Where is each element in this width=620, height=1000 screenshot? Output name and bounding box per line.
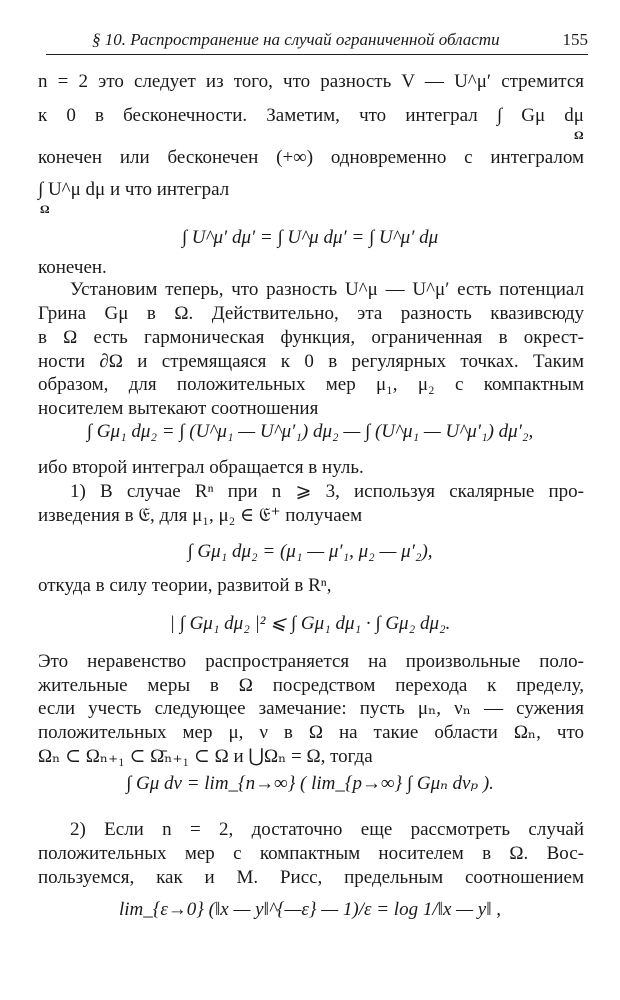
integral-subscript: Ω bbox=[40, 202, 50, 216]
text-line: ности ∂Ω и стремящаяся к 0 в регулярных точках. Таким bbox=[38, 351, 584, 372]
display-formula: lim_{ε→0} (‖x — y‖^{—ε} — 1)/ε = log 1/‖x — y‖ , bbox=[118, 899, 502, 920]
text-line: если учесть следующее замечание: пусть μₙ, νₙ — сужения bbox=[38, 698, 584, 719]
integral-subscript: Ω bbox=[574, 128, 584, 142]
text-line: пользуемся, как и М. Рисс, предельным соотношением bbox=[38, 867, 584, 888]
text-line: положительных мер μ, ν в Ω на такие области Ωₙ, что bbox=[38, 722, 584, 743]
text-line: ∫ U^μ dμ и что интеграл bbox=[38, 179, 230, 200]
text-line: Установим теперь, что разность U^μ — U^μ′ есть потенциал bbox=[70, 279, 584, 300]
text-line: Грина Gμ в Ω. Действительно, эта разность квазивсюду bbox=[38, 303, 584, 324]
header-title: § 10. Распространение на случай ограниченной области bbox=[92, 30, 500, 49]
text-line: ибо второй интеграл обращается в нуль. bbox=[38, 457, 364, 478]
text-line: откуда в силу теории, развитой в Rⁿ, bbox=[38, 575, 332, 596]
page-number: 155 bbox=[562, 30, 588, 49]
text-line: конечен. bbox=[38, 257, 107, 278]
text-line: конечен или бесконечен (+∞) одновременно с интегралом bbox=[38, 147, 584, 168]
text-line: жительные меры в Ω посредством перехода к пределу, bbox=[38, 675, 584, 696]
display-formula: ∫ Gμ dν = lim_{n→∞} ( lim_{p→∞} ∫ Gμₙ dνₚ ). bbox=[126, 773, 494, 794]
text-line: в Ω есть гармоническая функция, ограниченная в окрест- bbox=[38, 327, 584, 348]
text-line: образом, для положительных мер μ₁, μ₂ с компактным bbox=[38, 374, 584, 395]
text-line: Это неравенство распространяется на произвольные поло- bbox=[38, 651, 584, 672]
text-line: 1) В случае Rⁿ при n ⩾ 3, используя скалярные про- bbox=[70, 481, 584, 502]
running-header bbox=[46, 30, 588, 55]
text-line: носителем вытекают соотношения bbox=[38, 398, 319, 419]
text-line: Ωₙ ⊂ Ωₙ₊₁ ⊂ Ω̄ₙ₊₁ ⊂ Ω и ⋃Ωₙ = Ω, тогда bbox=[38, 746, 373, 767]
text-line: n = 2 это следует из того, что разность V — U^μ′ стремится bbox=[38, 71, 584, 92]
display-formula: ∫ Gμ₁ dμ₂ = (μ₁ — μ′₁, μ₂ — μ′₂), bbox=[187, 541, 433, 562]
text-line: положительных мер с компактным носителем в Ω. Вос- bbox=[38, 843, 584, 864]
text-line: к 0 в бесконечности. Заметим, что интеграл ∫ Gμ dμ bbox=[38, 105, 584, 126]
text-line: изведения в 𝔈, для μ₁, μ₂ ∈ 𝔈⁺ получаем bbox=[38, 505, 363, 526]
display-formula: ∫ Gμ₁ dμ₂ = ∫ (U^μ₁ — U^μ′₁) dμ₂ — ∫ (U^μ₁ — U^μ′₁) dμ′₂, bbox=[86, 421, 534, 442]
display-formula: | ∫ Gμ₁ dμ₂ |² ⩽ ∫ Gμ₁ dμ₁ · ∫ Gμ₂ dμ₂. bbox=[169, 613, 451, 634]
text-line: 2) Если n = 2, достаточно еще рассмотреть случай bbox=[70, 819, 584, 840]
display-formula: ∫ U^μ′ dμ′ = ∫ U^μ dμ′ = ∫ U^μ′ dμ bbox=[181, 227, 439, 248]
